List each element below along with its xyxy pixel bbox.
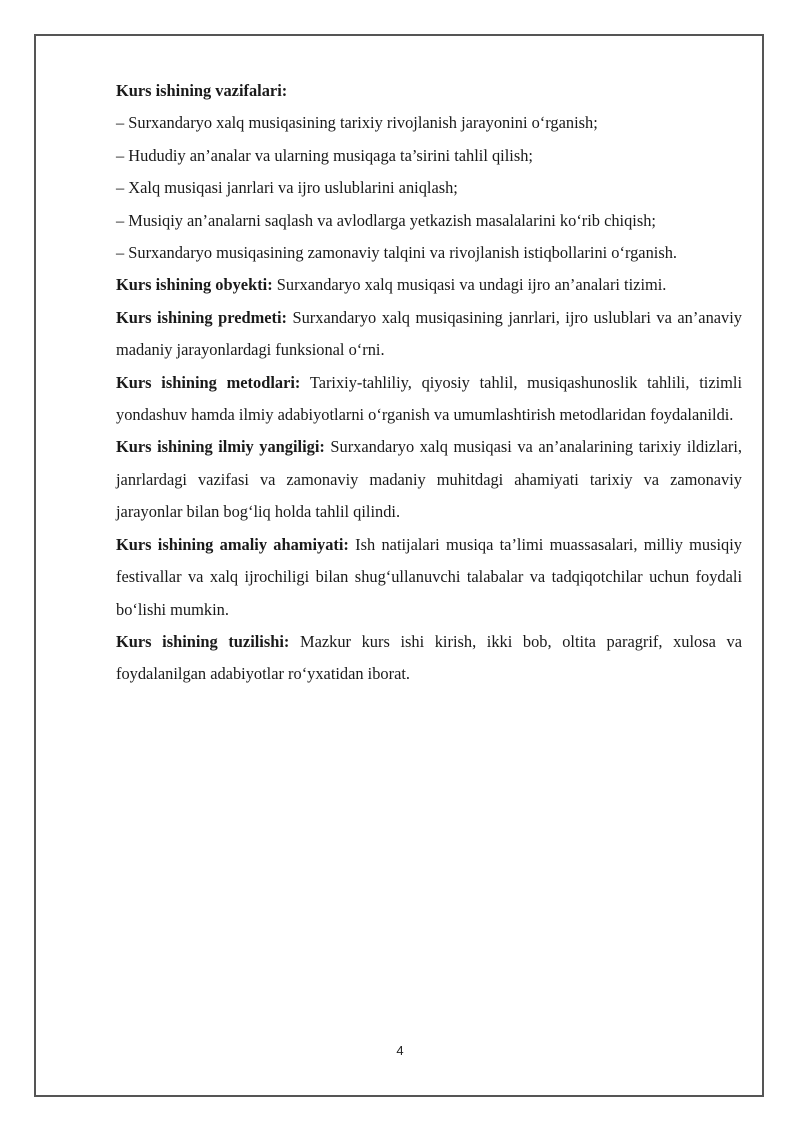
section-practical-value [116, 529, 742, 626]
section-practical-value-text: Ish natijalari musiqa ta’limi muassasalari, milliy musiqiy festivallar va xalq ijrochiligi bilan shug‘ullanuvchi talabalar va tadqiqotchilar uchun foydali bo‘lishi mumkin. [116, 534, 742, 619]
document-body [116, 75, 742, 691]
section-methods [116, 367, 742, 432]
section-novelty-text: Surxandaryo xalq musiqasi va an’analarining tarixiy ildizlari, janrlardagi vazifasi va zamonaviy madaniy muhitdagi ahamiyati tarixiy va zamonaviy jarayonlar bilan bog‘liq holda tahlil qilindi. [116, 437, 742, 522]
task-item-2: – Hududiy an’analar va ularning musiqaga ta’sirini tahlil qilish; [116, 145, 533, 165]
task-item-5: – Surxandaryo musiqasining zamonaviy talqini va rivojlanish istiqbollarini o‘rganish. [116, 243, 677, 263]
task-item-1: – Surxandaryo xalq musiqasining tarixiy rivojlanish jarayonini o‘rganish; [116, 113, 598, 133]
section-subject [116, 302, 742, 367]
section-practical-value-label: Kurs ishining amaliy ahamiyati: [116, 534, 349, 554]
task-item-3: – Xalq musiqasi janrlari va ijro uslublarini aniqlash; [116, 178, 458, 198]
section-structure-label: Kurs ishining tuzilishi: [116, 631, 290, 651]
section-novelty-label: Kurs ishining ilmiy yangiligi: [116, 437, 325, 457]
section-subject-text: Surxandaryo xalq musiqasining janrlari, ijro uslublari va an’anaviy madaniy jarayonlardagi funksional o‘rni. [116, 307, 742, 360]
section-methods-label: Kurs ishining metodlari: [116, 372, 301, 392]
section-structure-text: Mazkur kurs ishi kirish, ikki bob, oltita paragrif, xulosa va foydalanilgan adabiyotlar ro‘yxatidan iborat. [116, 631, 742, 684]
section-subject-label: Kurs ishining predmeti: [116, 307, 287, 327]
section-object [116, 269, 742, 301]
section-structure [116, 626, 742, 691]
task-item-4: – Musiqiy an’analarni saqlash va avlodlarga yetkazish masalalarini ko‘rib chiqish; [116, 210, 656, 230]
page-number: 4 [396, 1043, 404, 1058]
section-object-label: Kurs ishining obyekti: [116, 275, 273, 295]
tasks-heading: Kurs ishining vazifalari: [116, 81, 288, 100]
section-object-text: Surxandaryo xalq musiqasi va undagi ijro an’analari tizimi. [272, 275, 667, 295]
section-novelty [116, 431, 742, 528]
section-methods-text: Tarixiy-tahliliy, qiyosiy tahlil, musiqashunoslik tahlili, tizimli yondashuv hamda ilmiy adabiyotlarni o‘rganish va umumlashtirish metodlaridan foydalanildi. [116, 372, 743, 425]
